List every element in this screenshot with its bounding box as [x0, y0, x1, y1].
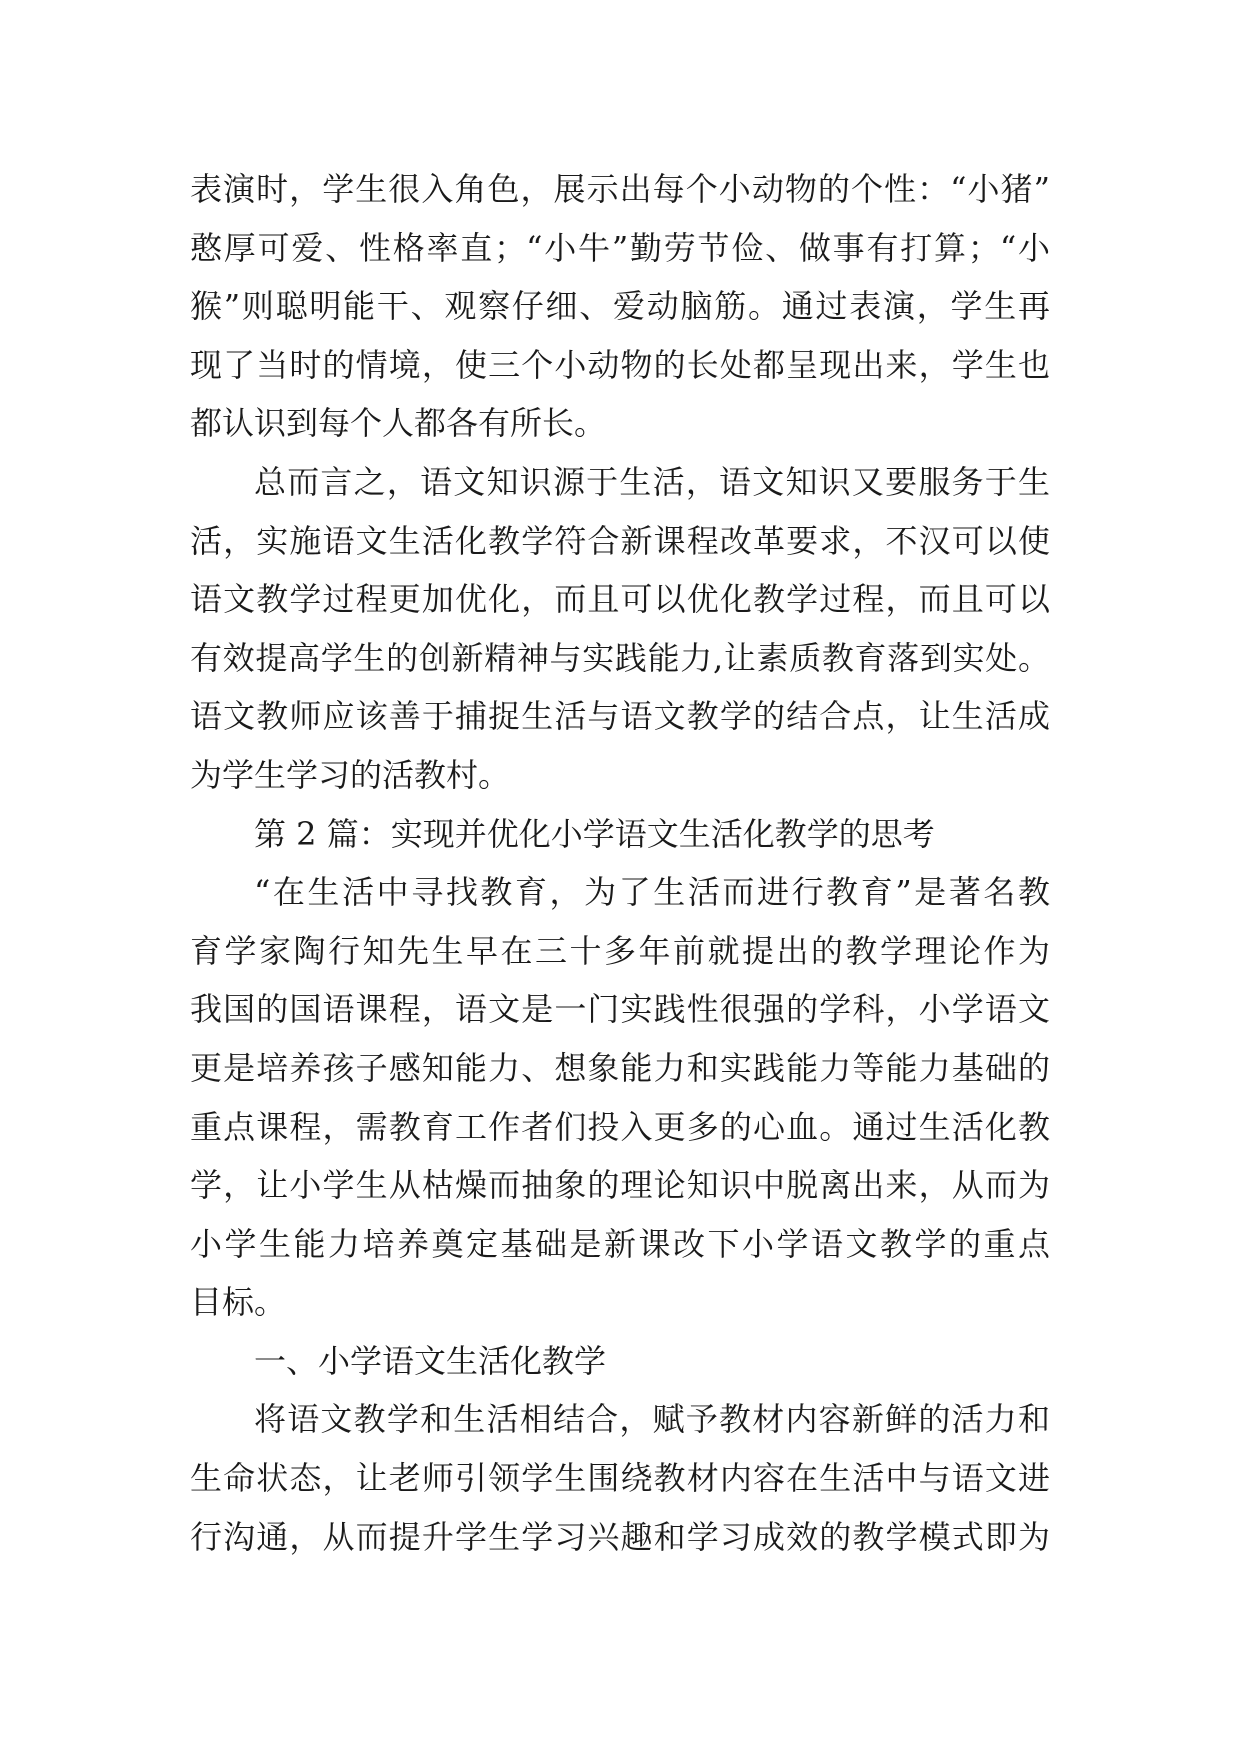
text-line: 都认识到每个人都各有所长。 — [190, 404, 607, 443]
text-line: 目标。 — [190, 1283, 287, 1322]
paragraph-first-line: 总而言之，语文知识源于生活，语文知识又要服务于生 — [254, 462, 1050, 501]
text-line: 猴”则聪明能干、观察仔细、爱动脑筋。通过表演，学生再 — [190, 287, 1050, 326]
text-line: 我国的国语课程，语文是一门实践性很强的学科，小学语文 — [190, 990, 1050, 1029]
text-line: 现了当时的情境，使三个小动物的长处都呈现出来，学生也 — [190, 345, 1050, 384]
text-line: 育学家陶行知先生早在三十多年前就提出的教学理论作为 — [190, 931, 1050, 970]
text-line: 生命状态，让老师引领学生围绕教材内容在生活中与语文进 — [190, 1459, 1050, 1498]
section-heading: 第 2 篇：实现并优化小学语文生活化教学的思考 — [254, 814, 935, 853]
text-line: 表演时，学生很入角色，展示出每个小动物的个性：“小猪” — [190, 170, 1050, 208]
text-line: 活，实施语文生活化教学符合新课程改革要求，不汉可以使 — [190, 521, 1050, 560]
text-line: 学，让小学生从枯燥而抽象的理论知识中脱离出来，从而为 — [190, 1166, 1050, 1205]
text-line: 小学生能力培养奠定基础是新课改下小学语文教学的重点 — [190, 1224, 1050, 1263]
text-line: 为学生学习的活教村。 — [190, 755, 511, 794]
text-line: 更是培养孩子感知能力、想象能力和实践能力等能力基础的 — [190, 1048, 1050, 1087]
text-line: 行沟通，从而提升学生学习兴趣和学习成效的教学模式即为 — [190, 1517, 1050, 1556]
text-line: 语文教师应该善于捕捉生活与语文教学的结合点，让生活成 — [190, 697, 1050, 736]
paragraph-first-line: “在生活中寻找教育，为了生活而进行教育”是著名教 — [254, 873, 1050, 912]
text-line: 有效提高学生的创新精神与实践能力,让素质教育落到实处。 — [190, 638, 1050, 677]
text-line: 憨厚可爱、性格率直；“小牛”勤劳节俭、做事有打算；“小 — [190, 228, 1050, 267]
subsection-heading: 一、小学语文生活化教学 — [254, 1341, 607, 1380]
paragraph-first-line: 将语文教学和生活相结合，赋予教材内容新鲜的活力和 — [254, 1400, 1050, 1439]
document-body — [190, 160, 1050, 1566]
text-line: 语文教学过程更加优化，而且可以优化教学过程，而且可以 — [190, 580, 1050, 619]
text-line: 重点课程，需教育工作者们投入更多的心血。通过生活化教 — [190, 1107, 1050, 1146]
